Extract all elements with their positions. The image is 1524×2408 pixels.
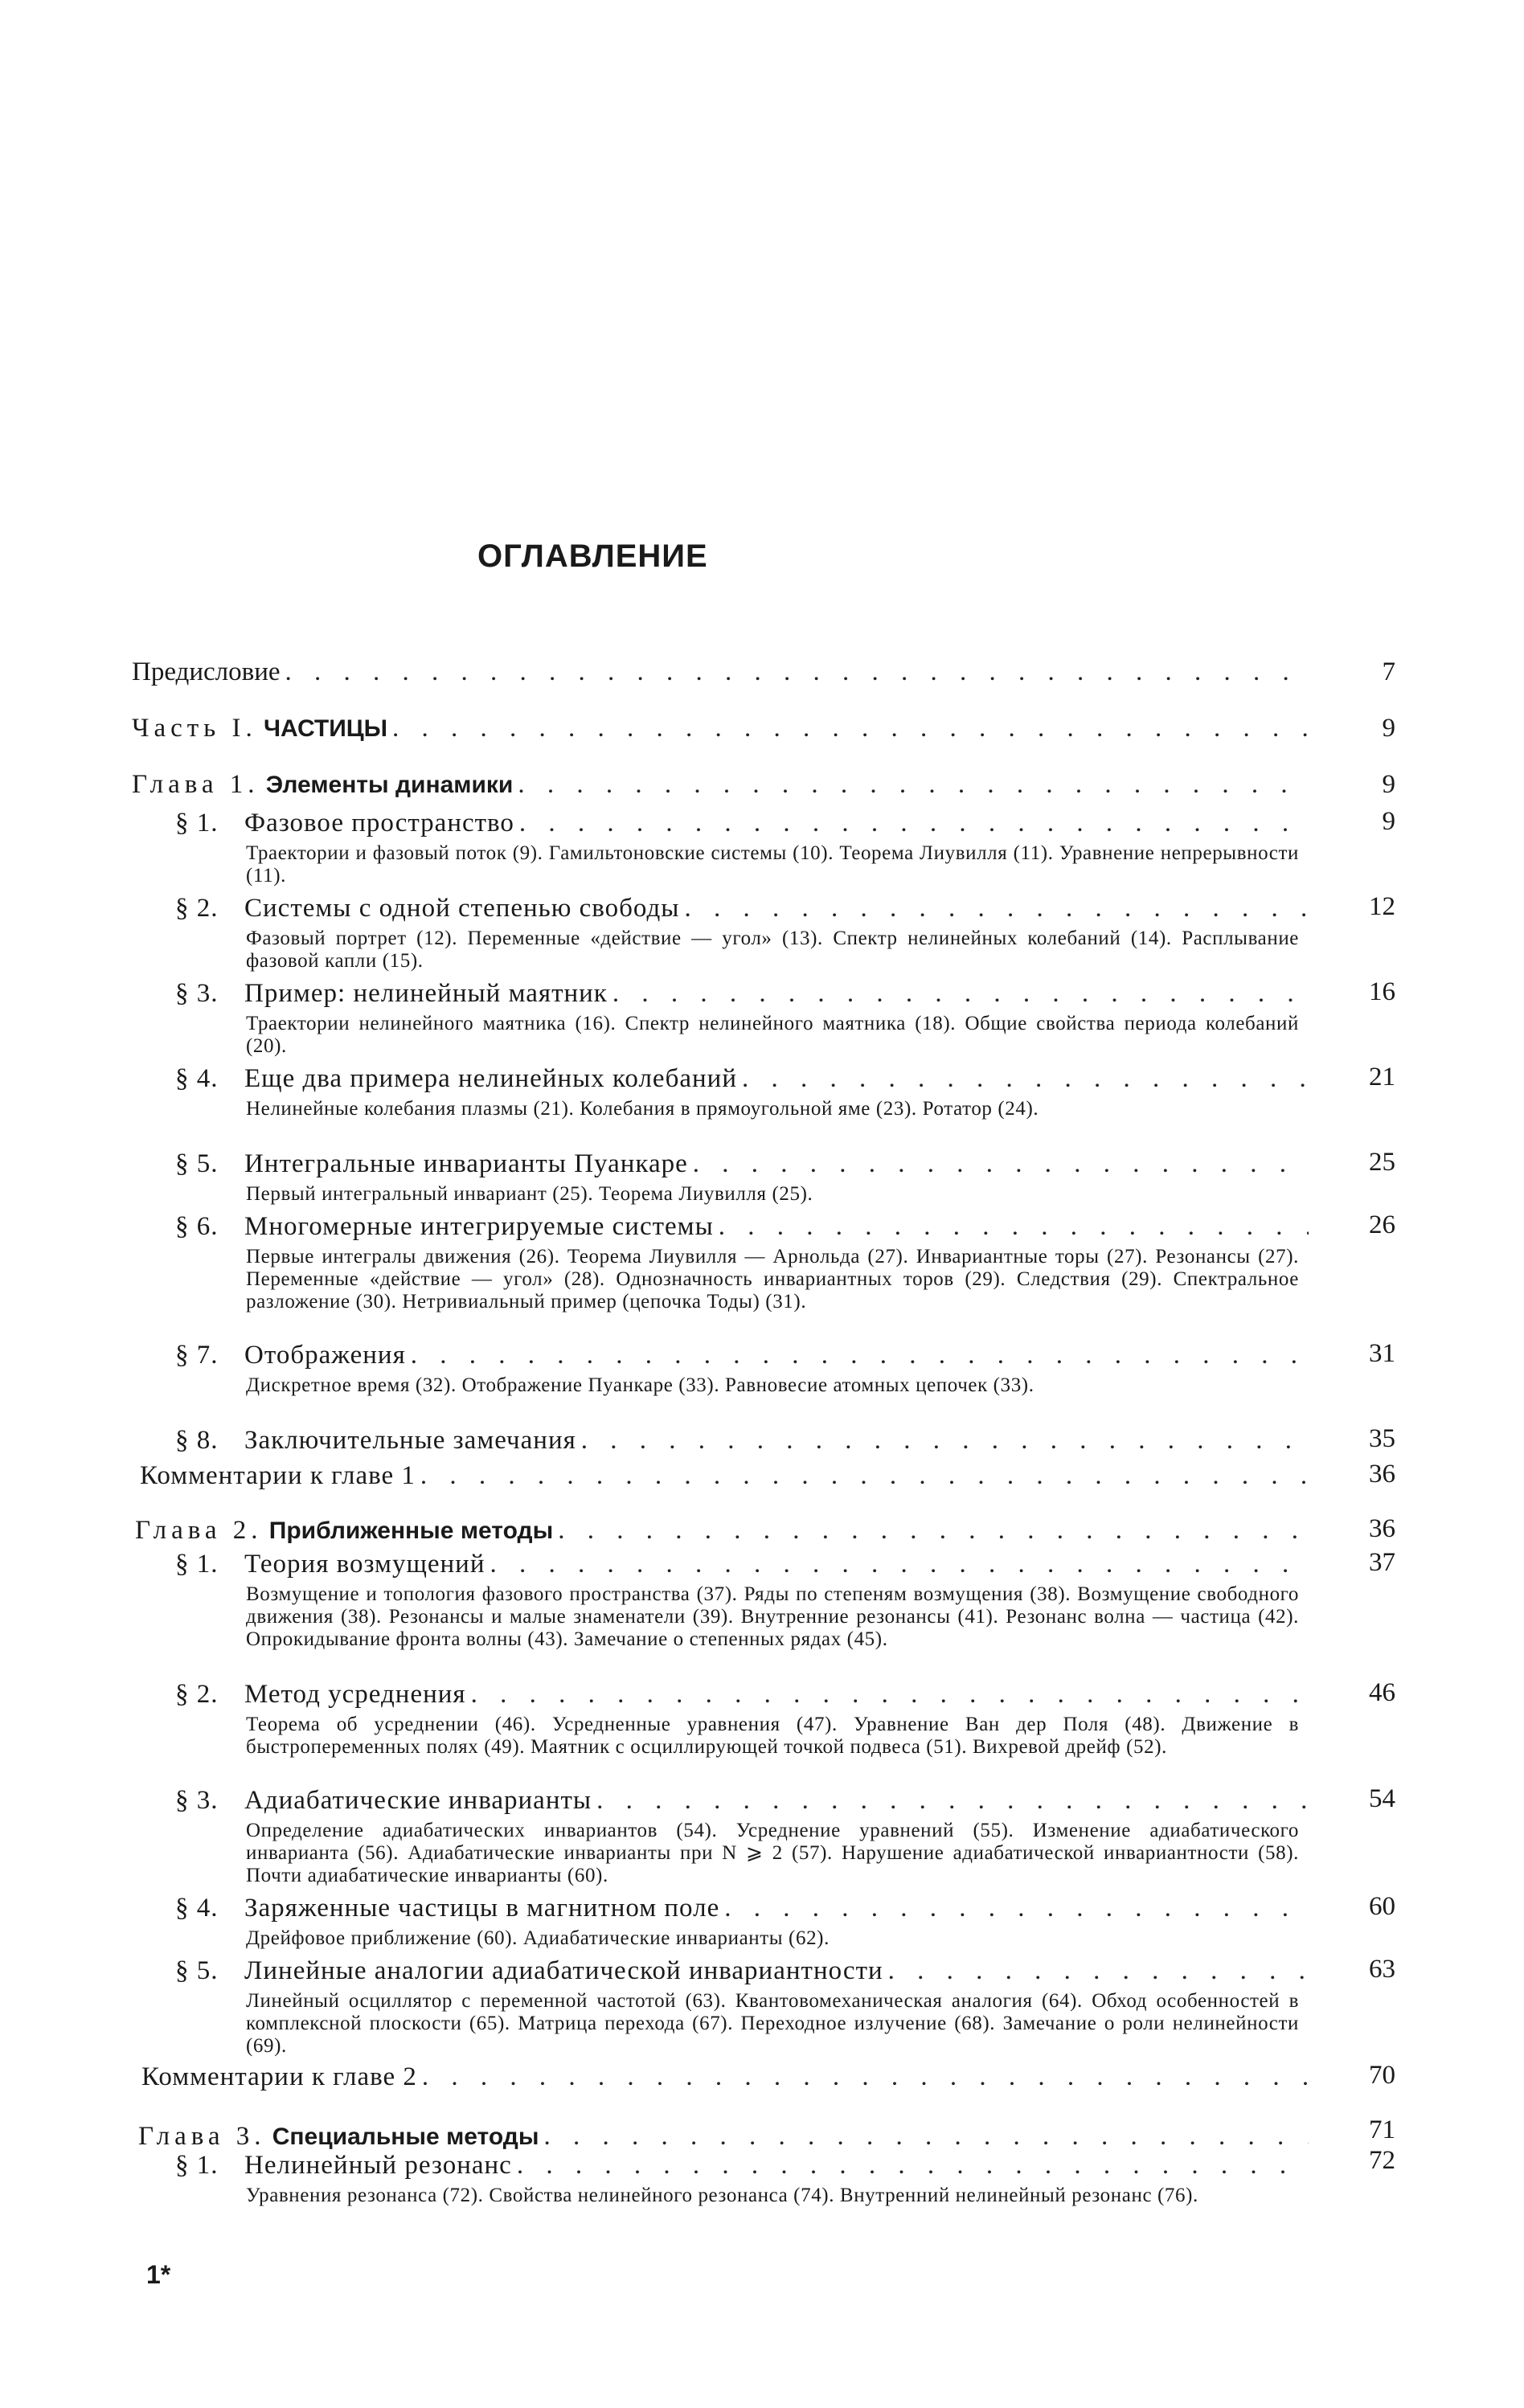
section-description: Фазовый портрет (12). Переменные «действие — угол» (13). Спектр нелинейных колебаний (14). Расплывание фазовой капли (15). — [246, 928, 1299, 972]
leader-dots — [420, 1461, 1309, 1491]
page-number: 36 — [1369, 1514, 1395, 1543]
page-number: 16 — [1369, 977, 1395, 1006]
section-title: Заряженные частицы в магнитном поле — [244, 1894, 720, 1923]
leader-dots — [742, 1064, 1309, 1094]
page-number: 9 — [1382, 714, 1395, 743]
section-number: § 1. — [175, 809, 219, 837]
page-number: 25 — [1369, 1148, 1395, 1177]
section-title: Пример: нелинейный маятник — [244, 979, 608, 1008]
toc-entry-ch1-comments[interactable] — [140, 1461, 1313, 1497]
section-title: Фазовое пространство — [244, 809, 514, 837]
leader-dots — [888, 1956, 1309, 1986]
chapter-prefix: Глава 1. — [132, 770, 260, 799]
toc-entry-ch2-sec5[interactable] — [175, 1956, 1313, 1992]
page-number: 54 — [1369, 1784, 1395, 1813]
leader-dots — [392, 714, 1309, 743]
page-number: 9 — [1382, 770, 1395, 799]
section-title: Линейные аналогии адиабатической инвариантности — [244, 1956, 883, 1985]
part-name: ЧАСТИЦЫ — [263, 715, 388, 742]
section-number: § 4. — [175, 1064, 219, 1093]
section-title: Еще два примера нелинейных колебаний — [244, 1064, 737, 1093]
leader-dots — [581, 1426, 1309, 1456]
section-description: Траектории и фазовый поток (9). Гамильтоновские системы (10). Теорема Лиувилля (11). Уравнение непрерывности (11). — [246, 842, 1299, 887]
toc-entry-ch2-comments[interactable] — [141, 2062, 1313, 2098]
section-number: § 8. — [175, 1426, 219, 1455]
section-title: Заключительные замечания — [244, 1426, 576, 1455]
section-title: Нелинейный резонанс — [244, 2151, 512, 2180]
section-number: § 5. — [175, 1956, 219, 1985]
page-number: 9 — [1382, 807, 1395, 836]
leader-dots — [693, 1149, 1309, 1179]
toc-entry-ch1-sec3[interactable] — [175, 979, 1313, 1014]
page-number: 63 — [1369, 1955, 1395, 1984]
chapter-name: Специальные методы — [272, 2123, 539, 2150]
section-number: § 7. — [175, 1341, 219, 1370]
leader-dots — [422, 2062, 1309, 2092]
section-title: Многомерные интегрируемые системы — [244, 1212, 714, 1241]
toc-entry-ch1-sec2[interactable] — [175, 894, 1313, 929]
toc-entry-ch2-sec1[interactable] — [175, 1550, 1313, 1585]
chapter-prefix: Глава 3. — [138, 2122, 266, 2151]
section-title: Системы с одной степенью свободы — [244, 894, 680, 923]
section-description: Траектории нелинейного маятника (16). Спектр нелинейного маятника (18). Общие свойства периода колебаний (20). — [246, 1013, 1299, 1057]
page-number: 21 — [1369, 1063, 1395, 1091]
page-number: 36 — [1369, 1460, 1395, 1489]
toc-entry-chapter-2[interactable] — [135, 1516, 1313, 1551]
entry-label: Комментарии к главе 2 — [141, 2062, 417, 2091]
section-title: Метод усреднения — [244, 1680, 466, 1709]
section-number: § 6. — [175, 1212, 219, 1241]
toc-entry-ch1-sec1[interactable] — [175, 809, 1313, 844]
section-description: Возмущение и топология фазового пространства (37). Ряды по степеням возмущения (38). Возмущение свободного движения (38). Резонансы и малые знаменатели (39). Внутренние резонансы (41). Резонанс волна — частица (42). Опрокидывание фронта волны (43). Замечание о степенных рядах (45). — [246, 1583, 1299, 1650]
page-number: 31 — [1369, 1339, 1395, 1368]
page-number: 60 — [1369, 1892, 1395, 1921]
section-number: § 1. — [175, 2151, 219, 2180]
toc-entry-part-1[interactable] — [132, 714, 1313, 749]
section-number: § 1. — [175, 1550, 219, 1579]
page-title: ОГЛАВЛЕНИЕ — [477, 539, 708, 574]
leader-dots — [558, 1516, 1309, 1546]
leader-dots — [471, 1680, 1309, 1710]
section-description: Дрейфовое приближение (60). Адиабатические инварианты (62). — [246, 1927, 830, 1949]
leader-dots — [411, 1341, 1309, 1370]
section-number: § 5. — [175, 1149, 219, 1178]
section-title: Отображения — [244, 1341, 406, 1370]
toc-entry-ch1-sec5[interactable] — [175, 1149, 1313, 1185]
toc-entry-ch2-sec2[interactable] — [175, 1680, 1313, 1715]
section-description: Определение адиабатических инвариантов (54). Усреднение уравнений (55). Изменение адиабатического инварианта (56). Адиабатические инварианты при N ⩾ 2 (57). Нарушение адиабатической инвариантности (58). Почти адиабатические инварианты (60). — [246, 1820, 1299, 1886]
section-number: § 3. — [175, 979, 219, 1008]
page-number: 46 — [1369, 1678, 1395, 1707]
toc-entry-chapter-1[interactable] — [132, 770, 1313, 805]
entry-label: Комментарии к главе 1 — [140, 1461, 416, 1490]
toc-entry-ch1-sec6[interactable] — [175, 1212, 1313, 1247]
leader-dots — [517, 2151, 1309, 2181]
chapter-name: Элементы динамики — [265, 772, 514, 798]
toc-entry-ch3-sec1[interactable] — [175, 2151, 1313, 2186]
section-description: Первые интегралы движения (26). Теорема Лиувилля — Арнольда (27). Инвариантные торы (27). Резонансы (27). Переменные «действие — угол» (28). Однозначность инвариантных торов (29). Следствия (29). Спектральное разложение (30). Нетривиальный пример (цепочка Тоды) (31). — [246, 1246, 1299, 1313]
leader-dots — [596, 1786, 1309, 1816]
toc-entry-ch2-sec3[interactable] — [175, 1786, 1313, 1821]
leader-dots — [285, 657, 1309, 687]
part-prefix: Часть I. — [132, 714, 257, 743]
section-number: § 3. — [175, 1786, 219, 1815]
toc-entry-preface[interactable] — [132, 657, 1313, 693]
entry-label: Предисловие — [132, 657, 281, 686]
toc-entry-ch1-sec4[interactable] — [175, 1064, 1313, 1100]
section-number: § 2. — [175, 894, 219, 923]
chapter-prefix: Глава 2. — [135, 1516, 263, 1545]
page-number: 7 — [1382, 657, 1395, 686]
page-number: 70 — [1369, 2061, 1395, 2090]
page-number: 72 — [1369, 2146, 1395, 2175]
chapter-name: Приближенные методы — [268, 1517, 554, 1544]
leader-dots — [612, 979, 1309, 1009]
page-number: 37 — [1369, 1548, 1395, 1577]
page-number: 12 — [1369, 892, 1395, 921]
leader-dots — [490, 1550, 1309, 1579]
leader-dots — [519, 809, 1309, 838]
signature-mark: 1* — [146, 2260, 171, 2289]
page-number: 26 — [1369, 1210, 1395, 1239]
section-title: Адиабатические инварианты — [244, 1786, 592, 1815]
section-description: Линейный осциллятор с переменной частотой (63). Квантовомеханическая аналогия (64). Обход особенностей в комплексной плоскости (65). Матрица перехода (67). Переходное излучение (68). Замечание о роли нелинейности (69). — [246, 1990, 1299, 2057]
leader-dots — [719, 1212, 1309, 1242]
section-number: § 4. — [175, 1894, 219, 1923]
leader-dots — [543, 2122, 1309, 2152]
toc-entry-ch1-sec8[interactable] — [175, 1426, 1313, 1461]
section-description: Уравнения резонанса (72). Свойства нелинейного резонанса (74). Внутренний нелинейный резонанс (76). — [246, 2185, 1198, 2206]
leader-dots — [684, 894, 1309, 923]
leader-dots — [518, 770, 1309, 800]
section-description: Нелинейные колебания плазмы (21). Колебания в прямоугольной яме (23). Ротатор (24). — [246, 1098, 1039, 1120]
section-title: Теория возмущений — [244, 1550, 485, 1579]
section-description: Первый интегральный инвариант (25). Теорема Лиувилля (25). — [246, 1183, 813, 1205]
toc-entry-ch2-sec4[interactable] — [175, 1894, 1313, 1929]
page-number: 71 — [1369, 2115, 1395, 2144]
section-number: § 2. — [175, 1680, 219, 1709]
leader-dots — [724, 1894, 1309, 1923]
section-description: Дискретное время (32). Отображение Пуанкаре (33). Равновесие атомных цепочек (33). — [246, 1374, 1034, 1396]
section-title: Интегральные инварианты Пуанкаре — [244, 1149, 688, 1178]
section-description: Теорема об усреднении (46). Усредненные уравнения (47). Уравнение Ван дер Поля (48). Движение в быстропеременных полях (49). Маятник с осциллирующей точкой подвеса (51). Вихревой дрейф (52). — [246, 1714, 1299, 1758]
toc-entry-ch1-sec7[interactable] — [175, 1341, 1313, 1376]
page-number: 35 — [1369, 1424, 1395, 1453]
